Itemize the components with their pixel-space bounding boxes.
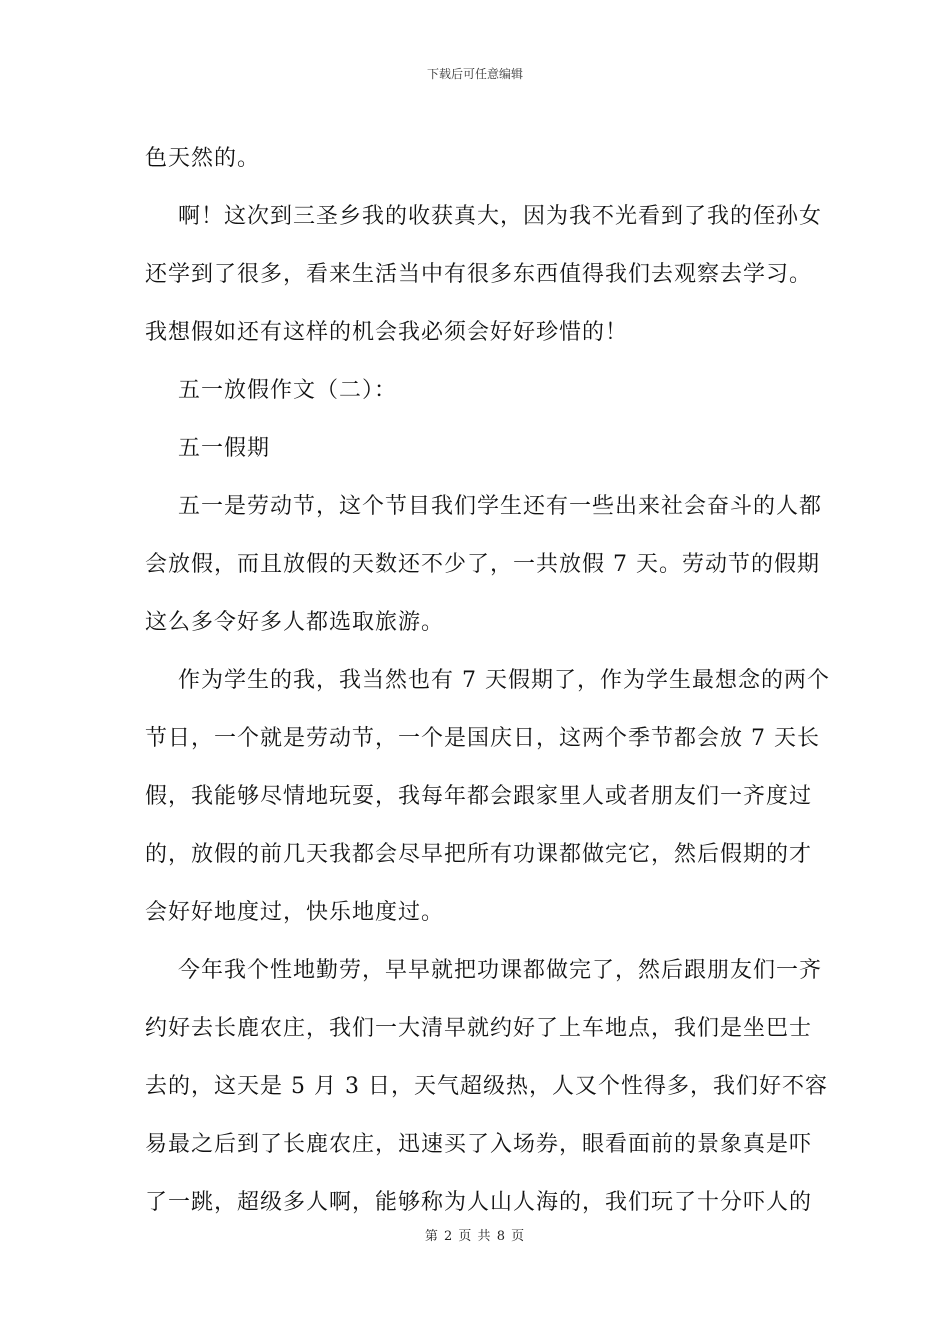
text-line: 会好好地度过，快乐地度过。 [145,900,445,925]
text-line: 今年我个性地勤劳，早早就把功课都做完了，然后跟朋友们一齐 [178,958,823,983]
text-line: 去的，这天是 5 月 3 日，天气超级热，人又个性得多，我们好不容 [145,1074,828,1099]
page-footer: 第 2 页 共 8 页 [424,1229,526,1244]
text-line: 了一跳，超级多人啊，能够称为人山人海的，我们玩了十分吓人的 [145,1190,813,1215]
text-line: 节日，一个就是劳动节，一个是国庆日，这两个季节都会放 7 天长 [145,726,820,751]
text-line: 这么多令好多人都选取旅游。 [145,610,445,635]
text-line: 作为学生的我，我当然也有 7 天假期了，作为学生最想念的两个 [178,668,830,693]
text-line: 的，放假的前几天我都会尽早把所有功课都做完它，然后假期的才 [145,842,813,867]
text-line: 会放假，而且放假的天数还不少了，一共放假 7 天。劳动节的假期 [145,552,820,577]
document-body [145,130,830,1232]
text-line: 啊！这次到三圣乡我的收获真大，因为我不光看到了我的侄孙女 [178,204,823,229]
text-line: 我想假如还有这样的机会我必须会好好珍惜的！ [145,320,629,345]
text-line: 还学到了很多，看来生活当中有很多东西值得我们去观察去学习。 [145,262,813,287]
text-line: 易最之后到了长鹿农庄，迅速买了入场券，眼看面前的景象真是吓 [145,1132,813,1157]
text-line: 五一是劳动节，这个节目我们学生还有一些出来社会奋斗的人都 [178,494,823,519]
essay-title: 五一假期 [178,436,271,461]
text-line: 约好去长鹿农庄，我们一大清早就约好了上车地点，我们是坐巴士 [145,1016,813,1041]
text-line: 假，我能够尽情地玩耍，我每年都会跟家里人或者朋友们一齐度过 [145,784,813,809]
text-line: 色天然的。 [145,146,261,171]
page-header: 下载后可任意编辑 [426,67,523,81]
section-title: 五一放假作文（二）： [178,378,398,403]
